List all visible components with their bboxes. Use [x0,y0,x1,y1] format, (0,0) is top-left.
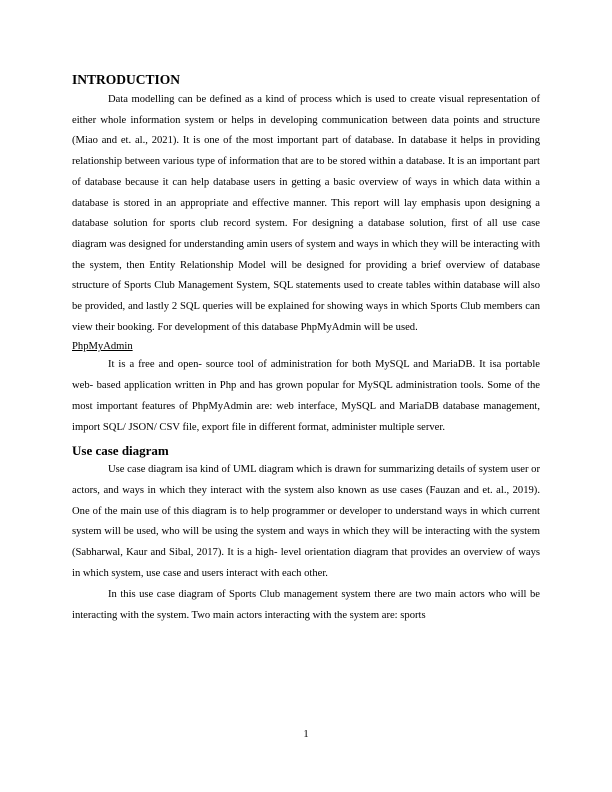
use-case-heading: Use case diagram [72,443,169,459]
page-number: 1 [303,729,309,740]
phpmyadmin-heading: PhpMyAdmin [72,341,133,353]
introduction-paragraph: Data modelling can be defined as a kind of process which is used to create visual representation of either whole information system or helps in developing communication between data points and structure (Miao and et. al., 2021). It is one of the most important part of database. In database it helps in providing relationship between various type of information that are to be stored within a database. It is an important part of database because it can help database users in getting a basic overview of ways in which data within a database is stored in an appropriate and effective manner. This report will lay emphasis upon designing a database solution for sports club record system. For designing a database solution, first of all use case diagram was designed for understanding amin users of system and ways in which they will be interacting with the system, then Entity Relationship Model will be designed for providing a brief overview of database structure of Sports Club Management System, SQL statements used to create tables within database will also be provided, and lastly 2 SQL queries will be explained for showing ways in which Sports Club members can view their booking. For development of this database PhpMyAdmin will be used. [72,94,540,333]
use-case-paragraph-1: Use case diagram isa kind of UML diagram which is drawn for summarizing details of system user or actors, and ways in which they interact with the system also known as use cases (Fauzan and et. al., 2019). One of the main use of this diagram is to help programmer or developer to understand ways in which current system will be used, who will be using the system and ways in which they will be interacting with the system (Sabharwal, Kaur and Sibal, 2017). It is a high- level orientation diagram that provides an overview of ways in which system, use case and users interact with each other. [72,464,540,579]
use-case-paragraph-2: In this use case diagram of Sports Club management system there are two main actors who will be interacting with the system. Two main actors interacting with the system are: sports [72,589,540,622]
introduction-heading: INTRODUCTION [72,72,181,87]
phpmyadmin-paragraph: It is a free and open- source tool of administration for both MySQL and MariaDB. It isa portable web- based application written in Php and has grown popular for MySQL administration tools. Some of the most important features of PhpMyAdmin are: web interface, MySQL and MariaDB database management, import SQL/ JSON/ CSV file, export file in different format, administer multiple server. [72,359,540,433]
document-page [72,71,540,627]
